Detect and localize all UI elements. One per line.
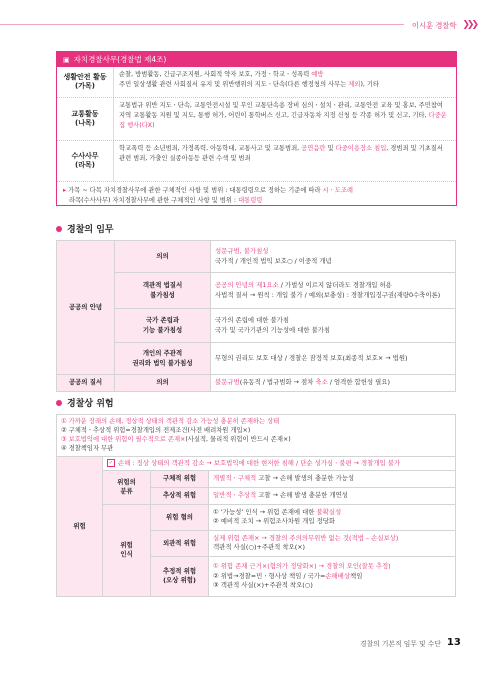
- document-icon: ▣: [63, 55, 70, 64]
- perception-label: 위험 인식: [103, 504, 151, 596]
- row-label: 개인의 주관적 권리와 법익 불가침성: [115, 343, 211, 375]
- classification-label: 위험의 분류: [103, 470, 151, 504]
- row-content: 국가의 존립에 대한 불가침 국가 및 국가기관의 기능성에 대한 불가침: [211, 309, 456, 343]
- box-row: [57, 141, 456, 182]
- autonomous-police-box: [56, 51, 457, 206]
- group-label: 공공의 안녕: [57, 241, 115, 375]
- box-footnote: ▸ 가목 ~ 다목 자치경찰사무에 관한 구체적인 사항 및 범위 : 대통령령으로 정하는 기준에 따라 시ㆍ도조례 라목(수사사무) 자치경찰사무에 관한 구체적인 사항 및 범위 : 대통령령: [63, 187, 353, 205]
- row-label: 객관적 법질서 불가침성: [115, 273, 211, 309]
- bullet-dot-icon: [56, 226, 62, 232]
- row-content: 무형의 권리도 보호 대상 / 경찰은 잠정적 보호(최종적 보호× → 법원): [211, 343, 456, 375]
- box-row: [57, 67, 456, 98]
- row-label: 외관적 위험: [151, 530, 209, 556]
- row-label: 의의: [115, 241, 211, 273]
- row-label: 국가 존립과 기능 불가침성: [115, 309, 211, 343]
- police-duty-table: [56, 240, 456, 392]
- row-value: 교통법규 위반 지도ㆍ단속, 교통안전시설 및 무인 교통단속용 장비 심의ㆍ설치ㆍ관리, 교통안전 교육 및 홍보, 주민참여 지역 교통활동 지원 및 지도, 통행 허가, 어린이 통학버스 신고, 긴급자동차 지정 신청 등 각종 허가 및 신고, 기타, 다중운집 행사(다X): [119, 102, 447, 129]
- risk-definitions: ① 가까운 장래의 손해, 정상적 상태의 객관적 감소 가능성 충분히 존재하는 상태 ② 구체적ㆍ추상적 위험=경찰개입의 전제조건(사전 배려차원 개입×) ③ 보호법익에 대한 위험이 필수적으로 존재×(사실적, 물리적 위험이 반드시 존재×) ④ 경찰책임자 무관: [57, 415, 456, 457]
- row-key: 수사사무 (라목): [57, 141, 114, 181]
- row-key: 생활안전 활동 (가목): [57, 67, 114, 97]
- row-value: 순찰, 방범활동, 긴급구조지원, 사회적 약자 보호, 가정ㆍ학교ㆍ성폭력 예방 주민 일상생활 관련 사회질서 유지 및 위반행위의 지도ㆍ단속(다른 행정청의 사무는 제외), 기타: [119, 71, 380, 88]
- box-row: [57, 98, 456, 141]
- row-content: 일반적ㆍ추상적 고찰 → 손해 발생 충분한 개연성: [209, 487, 456, 504]
- header-rule: [0, 24, 404, 25]
- row-content: ① 위험 존재 근거×(혐의가 정당화×) → 경찰의 오인(잘못 추정) ② 위법→경찰=민ㆍ형사상 책임 / 국가=손해배상책임 ③ 객관적 사실(×)+주관적 착오(○): [209, 556, 456, 596]
- row-value: 학교폭력 등 소년범죄, 가정폭력, 아동학대, 교통사고 및 교통범죄, 공연음란 및 다중이용장소 침입, 경범죄 및 기초질서 관련 범죄, 가출인 실종아동등 관련 수색 및 범죄: [119, 145, 443, 162]
- row-label: 추정적 위험 (오상 위험): [151, 556, 209, 596]
- triangle-icon: ▸: [63, 187, 67, 194]
- police-risk-table: [56, 414, 456, 597]
- group-label: 위험: [57, 456, 103, 596]
- damage-note: ✓ 손해 : 정상 상태의 객관적 감소 → 보호법익에 대한 현저한 침해 / 단순 성가심ㆍ불편 → 경찰개입 불가: [103, 456, 456, 470]
- running-header: [408, 18, 476, 32]
- book-title: 이시훈 경찰학: [411, 20, 457, 30]
- chapter-title: 경찰의 기본적 임무 및 수단: [360, 639, 441, 648]
- row-content: ① ‘가능성’ 인식 → 위험 존재에 대한 불확실성 ② 예비적 조치 → 위험조사차원 개입 정당화: [209, 504, 456, 530]
- chevron-right-icon: ❯❯❯: [462, 20, 476, 30]
- section-heading: 경찰상 위험: [56, 396, 114, 409]
- group-label: 공공의 질서: [57, 375, 115, 392]
- row-label: 위험 혐의: [151, 504, 209, 530]
- row-content: 실제 위험 존재× → 경찰의 주의의무위반 없는 것(적법 – 손실보상) 객관적 사실(○)+주관적 착오(×): [209, 530, 456, 556]
- page-number: 13: [446, 637, 461, 648]
- section-heading: 경찰의 임무: [56, 222, 114, 235]
- row-content: 개별적ㆍ구체적 고찰 → 손해 발생의 충분한 가능성: [209, 470, 456, 487]
- checkbox-icon: ✓: [108, 459, 114, 466]
- box-title: ▣ 자치경찰사무(경찰법 제4조): [57, 52, 456, 67]
- row-label: 구체적 위험: [151, 470, 209, 487]
- row-content: 성문규범, 불가침성 국가적 / 개인적 법익 보호○ / 이중적 개념: [211, 241, 456, 273]
- bullet-dot-icon: [56, 400, 62, 406]
- row-content: 공공의 안녕의 제1요소 / 가벌성 이르지 않더라도 경찰개입 허용 사법적 질서 → 원칙 : 개입 불가 / 예외(보충성) : 경찰개입징구권(재량0수축이론): [211, 273, 456, 309]
- row-key: 교통활동 (나목): [57, 98, 114, 140]
- page-footer: [360, 637, 461, 648]
- row-label: 추상적 위험: [151, 487, 209, 504]
- row-content: 불문규범(유동적 / 법규범화 → 점차 축소 / 엄격한 합헌성 필요): [211, 375, 456, 392]
- row-label: 의의: [115, 375, 211, 392]
